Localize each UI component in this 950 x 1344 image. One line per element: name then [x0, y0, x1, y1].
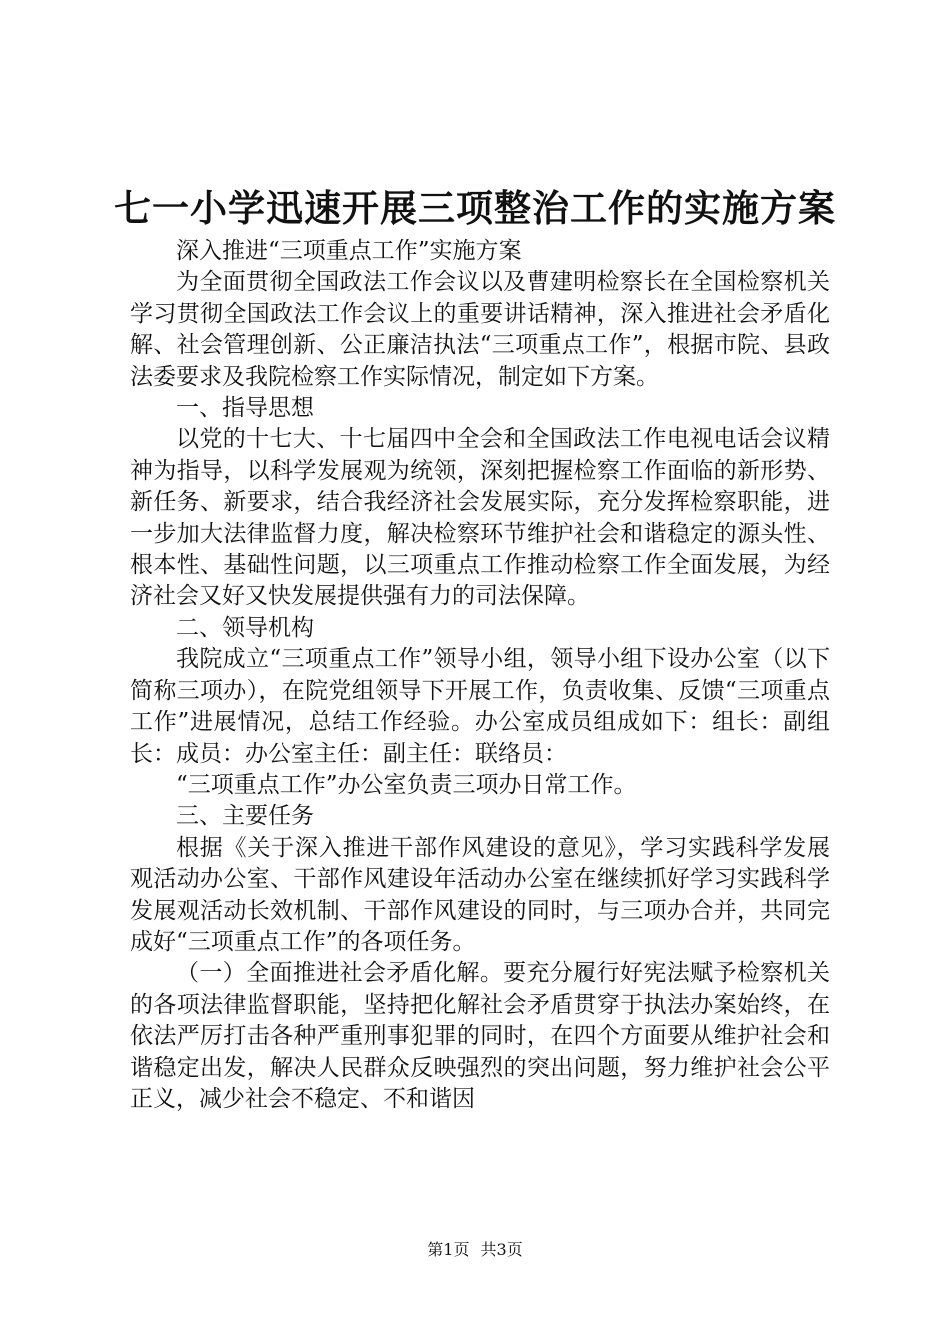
page-number: 第1页	[427, 1240, 470, 1259]
section-body-guiding-ideology: 以党的十七大、十七届四中全会和全国政法工作电视电话会议精神为指导，以科学发展观为统领，深刻把握检察工作面临的新形势、新任务、新要求，结合我经济社会发展实际，充分发挥检察职能，进一步加大法律监督力度，解决检察环节维护社会和谐稳定的源头性、根本性、基础性问题，以三项重点工作推动检察工作全面发展，为经济社会又好又快发展提供强有力的司法保障。	[130, 426, 830, 610]
section-body-office-duty: “三项重点工作”办公室负责三项办日常工作。	[176, 771, 637, 798]
section-heading-guiding-ideology: 一、指导思想	[176, 395, 314, 422]
section-body-leadership: 我院成立“三项重点工作”领导小组，领导小组下设办公室（以下简称三项办），在院党组领导下开展工作，负责收集、反馈“三项重点工作”进展情况，总结工作经验。办公室成员组成如下：组长：副组长：成员：办公室主任：副主任：联络员：	[130, 646, 830, 767]
page-total: 共3页	[480, 1240, 523, 1259]
section-heading-leadership: 二、领导机构	[176, 614, 314, 641]
section-body-conflict-resolution: （一）全面推进社会矛盾化解。要充分履行好宪法赋予检察机关的各项法律监督职能，坚持把化解社会矛盾贯穿于执法办案始终，在依法严厉打击各种严重刑事犯罪的同时，在四个方面要从维护社会和谐稳定出发，解决人民群众反映强烈的突出问题，努力维护社会公平正义，减少社会不稳定、不和谐因	[130, 960, 830, 1112]
document-title: 七一小学迅速开展三项整治工作的实施方案	[114, 186, 836, 230]
section-heading-main-tasks: 三、主要任务	[176, 803, 314, 830]
page-footer	[0, 1240, 950, 1260]
document-subtitle: 深入推进“三项重点工作”实施方案	[176, 238, 522, 264]
intro-paragraph: 为全面贯彻全国政法工作会议以及曹建明检察长在全国检察机关学习贯彻全国政法工作会议上的重要讲话精神，深入推进社会矛盾化解、社会管理创新、公正廉洁执法“三项重点工作”，根据市院、县政法委要求及我院检察工作实际情况，制定如下方案。	[130, 269, 830, 390]
section-body-main-tasks: 根据《关于深入推进干部作风建设的意见》，学习实践科学发展观活动办公室、干部作风建设年活动办公室在继续抓好学习实践科学发展观活动长效机制、干部作风建设的同时，与三项办合并，共同完成好“三项重点工作”的各项任务。	[130, 834, 830, 955]
document-body	[130, 236, 830, 1115]
